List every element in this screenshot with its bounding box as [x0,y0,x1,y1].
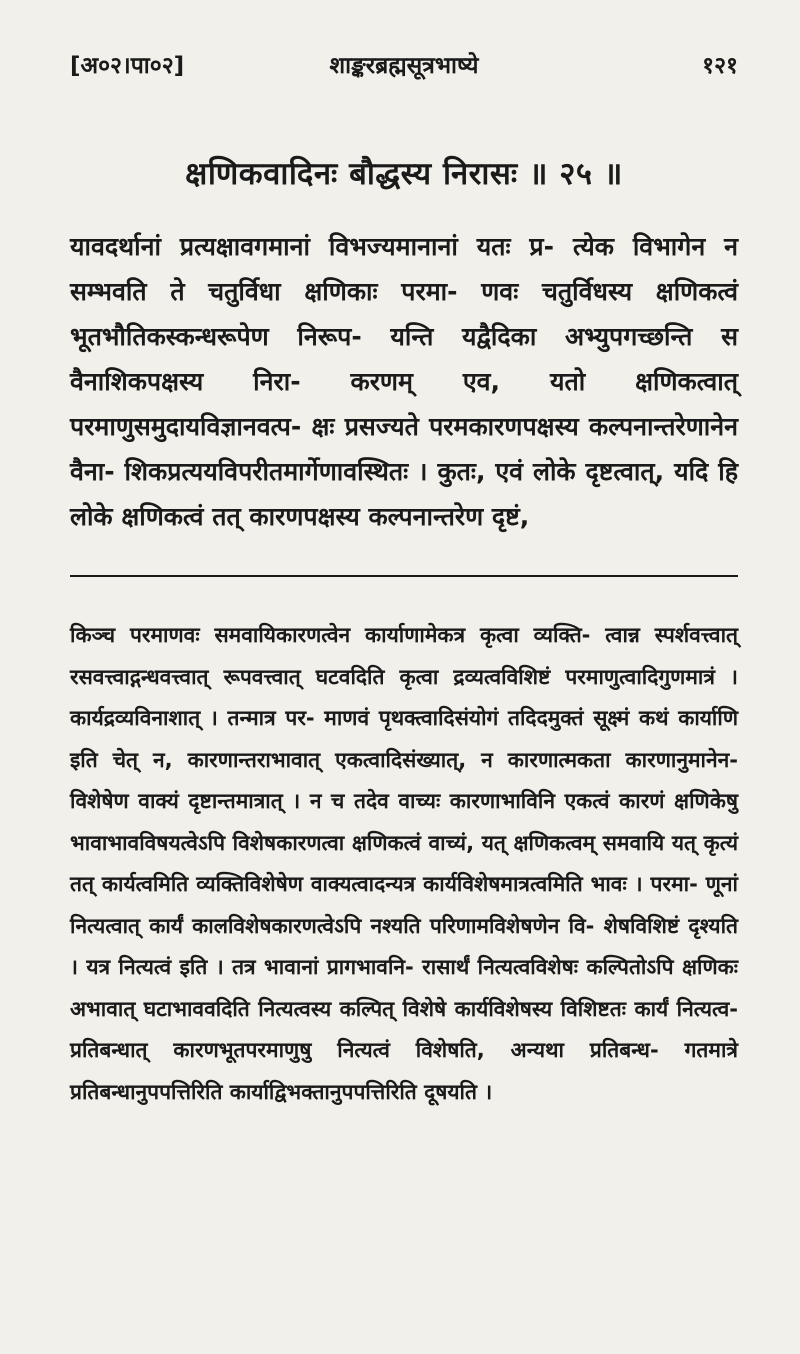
running-head [70,48,738,82]
book-title: शाङ्करब्रह्मसूत्रभाष्ये [329,53,479,79]
chapter-heading: क्षणिकवादिनः बौद्धस्य निरासः ॥ २५ ॥ [185,156,623,192]
commentary-text: किञ्च परमाणवः समवायिकारणत्वेन कार्याणामेकत्र कृत्वा व्यक्ति- त्वान्न स्पर्शवत्त्वात् रसवत्त्वाद्गन्धवत्त्वात् रूपवत्त्वात् घटवदिति कृत्वा द्रव्यत्वविशिष्टं परमाणुत्वादिगुणमात्रं । कार्यद्रव्यविनाशात् । तन्मात्र पर- माणवं पृथक्त्वादिसंयोगं तदिदमुक्तं सूक्ष्मं कथं कार्याणि इति चेत् न, कारणान्तराभावात् एकत्वादिसंख्यात्, न कारणात्मकता कारणानुमानेन- विशेषेण वाक्यं दृष्टान्तमात्रात् । न च तदेव वाच्यः कारणाभाविनि एकत्वं कारणं क्षणिकेषु भावाभावविषयत्वेऽपि विशेषकारणत्वा क्षणिकत्वं वाच्यं, यत् क्षणिकत्वम् समवायि यत् कृत्यं तत् कार्यत्वमिति व्यक्तिविशेषेण वाक्यत्वादन्यत्र कार्यविशेषमात्रत्वमिति भावः । परमा- णूनां नित्यत्वात् कार्यं कालविशेषकारणत्वेऽपि नश्यति परिणामविशेषणेन वि- शेषविशिष्टं दृश्यति । यत्र नित्यत्वं इति । तत्र भावानां प्रागभावनि- रासार्थं नित्यत्वविशेषः कल्पितोऽपि क्षणिकः अभावात् घटाभाववदिति नित्यत्वस्य कल्पित् विशेषे कार्यविशेषस्य विशिष्टतः कार्यं नित्यत्व- प्रतिबन्धात् कारणभूतपरमाणुषु नित्यत्वं विशेषति, अन्यथा प्रतिबन्ध- गतमात्रे प्रतिबन्धानुपपत्तिरिति कार्याद्विभक्तानुपपत्तिरिति दूषयति । [70,623,738,1104]
divider-rule [70,575,738,577]
page-number: १२१ [702,53,738,79]
main-text: यावदर्थानां प्रत्यक्षावगमानां विभज्यमानानां यतः प्र- त्येक विभागेन न सम्भवति ते चतुर्विधा क्षणिकाः परमा- णवः चतुर्विधस्य क्षणिकत्वं भूतभौतिकस्कन्धरूपेण निरूप- यन्ति यद्वैदिका अभ्युपगच्छन्ति स वैनाशिकपक्षस्य निरा- करणम् एव, यतो क्षणिकत्वात् परमाणुसमुदायविज्ञानवत्प- क्षः प्रसज्यते परमकारणपक्षस्य कल्पनान्तरेणानेन वैना- शिकप्रत्ययविपरीतमार्गेणावस्थितः । कुतः, एवं लोके दृष्टत्वात्, यदि हि लोके क्षणिकत्वं तत् कारणपक्षस्य कल्पनान्तरेण दृष्टं, [70,232,738,531]
section-reference: [अ०२।पा०२] [70,53,185,79]
